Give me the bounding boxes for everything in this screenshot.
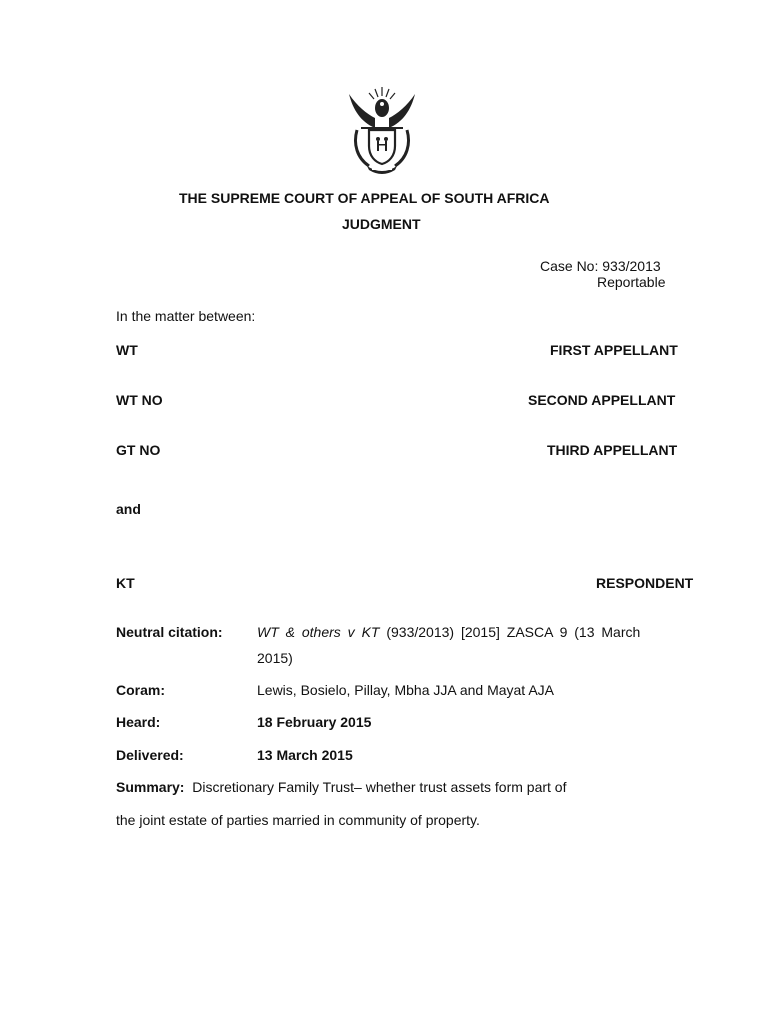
summary-line-2: the joint estate of parties married in community of property. xyxy=(116,812,480,828)
neutral-citation-continuation: 2015) xyxy=(257,650,293,666)
citation-reference: (933/2013) [2015] ZASCA 9 (13 March xyxy=(379,624,641,640)
summary-line-1 xyxy=(116,779,566,795)
and-conjunction: and xyxy=(116,501,141,517)
respondent-role: RESPONDENT xyxy=(596,575,694,591)
coram-label: Coram: xyxy=(116,682,166,698)
third-appellant-name: GT NO xyxy=(116,442,161,458)
coram-value: Lewis, Bosielo, Pillay, Mbha JJA and Mayat AJA xyxy=(257,682,554,698)
neutral-citation-label: Neutral citation: xyxy=(116,624,223,640)
coat-of-arms-crest-icon xyxy=(345,84,419,176)
summary-label: Summary: xyxy=(116,779,185,795)
court-title: THE SUPREME COURT OF APPEAL OF SOUTH AFRICA xyxy=(179,190,550,206)
case-number: Case No: 933/2013 xyxy=(540,258,661,274)
third-appellant-role: THIRD APPELLANT xyxy=(547,442,678,458)
reportable-status: Reportable xyxy=(597,274,666,290)
heard-label: Heard: xyxy=(116,714,161,730)
matter-intro: In the matter between: xyxy=(116,308,256,324)
delivered-value: 13 March 2015 xyxy=(257,747,353,763)
heard-value: 18 February 2015 xyxy=(257,714,372,730)
document-type-heading: JUDGMENT xyxy=(342,216,421,232)
delivered-label: Delivered: xyxy=(116,747,184,763)
first-appellant-name: WT xyxy=(116,342,138,358)
summary-text-1: Discretionary Family Trust– whether trust assets form part of xyxy=(192,779,567,795)
respondent-name: KT xyxy=(116,575,135,591)
neutral-citation-value xyxy=(257,624,640,640)
first-appellant-role: FIRST APPELLANT xyxy=(550,342,678,358)
second-appellant-role: SECOND APPELLANT xyxy=(528,392,676,408)
citation-case-name: WT & others v KT xyxy=(257,624,380,640)
second-appellant-name: WT NO xyxy=(116,392,163,408)
